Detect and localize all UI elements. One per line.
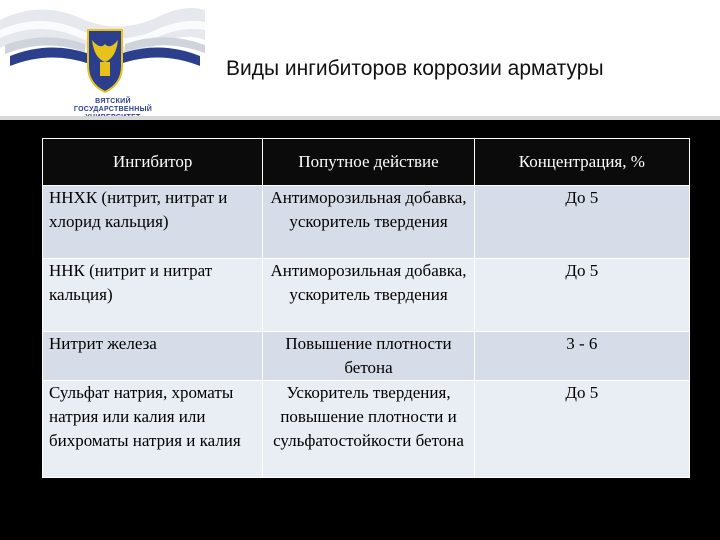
cell-inhibitor: Нитрит железа [43, 332, 263, 381]
header-divider [0, 116, 720, 120]
cell-concentration: До 5 [474, 186, 689, 259]
cell-concentration: До 5 [474, 381, 689, 478]
cell-inhibitor: ННК (нитрит и нитрат кальция) [43, 259, 263, 332]
cell-inhibitor: Сульфат натрия, хроматы натрия или калия или бихроматы натрия и калия [43, 381, 263, 478]
column-header-concentration: Концентрация, % [474, 139, 689, 186]
cell-inhibitor: ННХК (нитрит, нитрат и хлорид кальция) [43, 186, 263, 259]
cell-side-effect: Ускоритель твердения, повышение плотности и сульфатостойкости бетона [263, 381, 474, 478]
column-header-inhibitor: Ингибитор [43, 139, 263, 186]
cell-concentration: 3 - 6 [474, 332, 689, 381]
cell-side-effect: Антиморозильная добавка, ускоритель твердения [263, 186, 474, 259]
table-row [43, 332, 690, 381]
slide-title: Виды ингибиторов коррозии арматуры [226, 57, 604, 80]
column-header-side-effect: Попутное действие [263, 139, 474, 186]
slide-header [0, 0, 720, 120]
university-line-2: ГОСУДАРСТВЕННЫЙ [73, 106, 153, 113]
inhibitors-table [42, 138, 690, 478]
cell-side-effect: Повышение плотности бетона [263, 332, 474, 381]
table-row [43, 186, 690, 259]
university-line-1: ВЯТСКИЙ [95, 98, 131, 105]
table-row [43, 381, 690, 478]
table-row [43, 259, 690, 332]
cell-concentration: До 5 [474, 259, 689, 332]
cell-side-effect: Антиморозильная добавка, ускоритель твердения [263, 259, 474, 332]
university-emblem-icon [88, 30, 122, 92]
table-header-row [43, 139, 690, 186]
